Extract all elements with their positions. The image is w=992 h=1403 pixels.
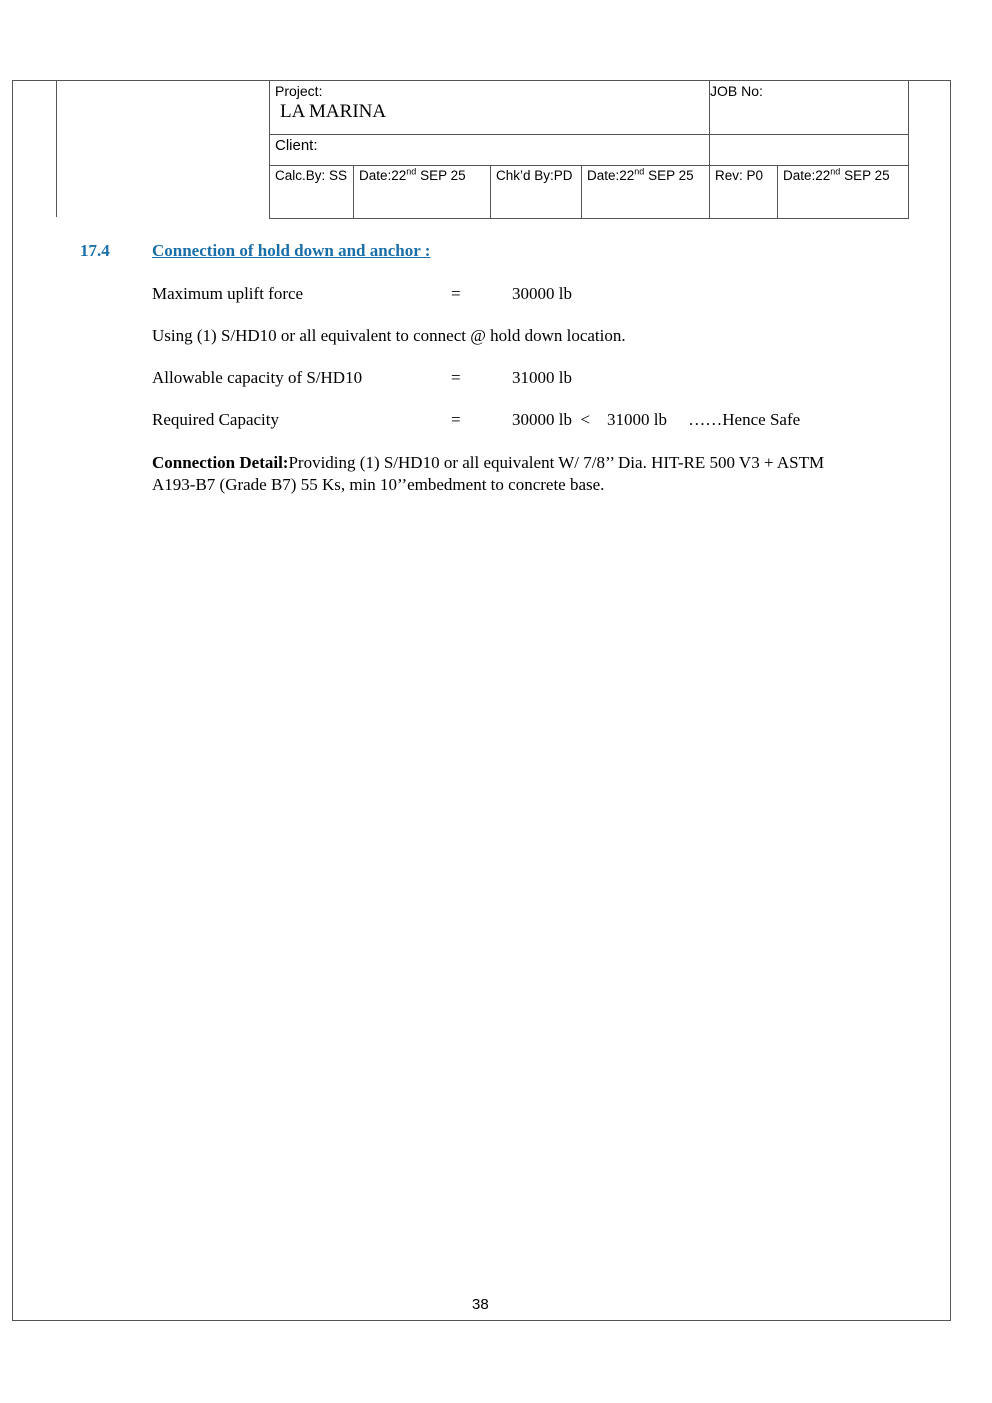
project-cell <box>270 81 710 135</box>
page-frame <box>12 80 951 1321</box>
uplift-equals: = <box>451 284 461 303</box>
chkd-by-cell: Chk’d By:PD <box>491 166 582 219</box>
uplift-value: 30000 lb <box>512 284 572 303</box>
required-label: Required Capacity <box>152 410 279 429</box>
allowable-equals: = <box>451 368 461 387</box>
job-label: JOB No: <box>710 83 763 99</box>
using-text: Using (1) S/HD10 or all equivalent to connect @ hold down location. <box>152 326 626 345</box>
connection-detail-label: Connection Detail: <box>152 453 289 472</box>
project-value: LA MARINA <box>280 101 387 122</box>
calc-date-cell: Date:22nd SEP 25 <box>354 166 491 219</box>
client-label: Client: <box>275 137 318 154</box>
allowable-label: Allowable capacity of S/HD10 <box>152 368 363 387</box>
project-label: Project: <box>275 83 323 99</box>
client-job-cell <box>710 135 909 166</box>
uplift-label: Maximum uplift force <box>152 284 304 303</box>
required-equals: = <box>451 410 461 429</box>
logo-area <box>56 80 270 217</box>
client-cell <box>270 135 710 166</box>
allowable-value: 31000 lb <box>512 368 572 387</box>
rev-cell: Rev: P0 <box>710 166 778 219</box>
connection-detail <box>152 452 852 496</box>
required-value: 30000 lb < 31000 lb ……Hence Safe <box>512 410 801 429</box>
section-number: 17.4 <box>80 241 110 260</box>
page-number: 38 <box>472 1296 489 1313</box>
title-block <box>269 80 909 219</box>
connection-detail-text: Providing (1) S/HD10 or all equivalent W/ 7/8’’ Dia. HIT-RE 500 V3 + ASTM A193-B7 (Grade B7) 55 Ks, min 10’’embedment to concrete base. <box>152 453 825 494</box>
rev-date-cell: Date:22nd SEP 25 <box>778 166 909 219</box>
section-title: Connection of hold down and anchor : <box>152 241 431 260</box>
calc-by-cell: Calc.By: SS <box>270 166 354 219</box>
chkd-date-cell: Date:22nd SEP 25 <box>582 166 710 219</box>
job-cell <box>710 81 909 135</box>
